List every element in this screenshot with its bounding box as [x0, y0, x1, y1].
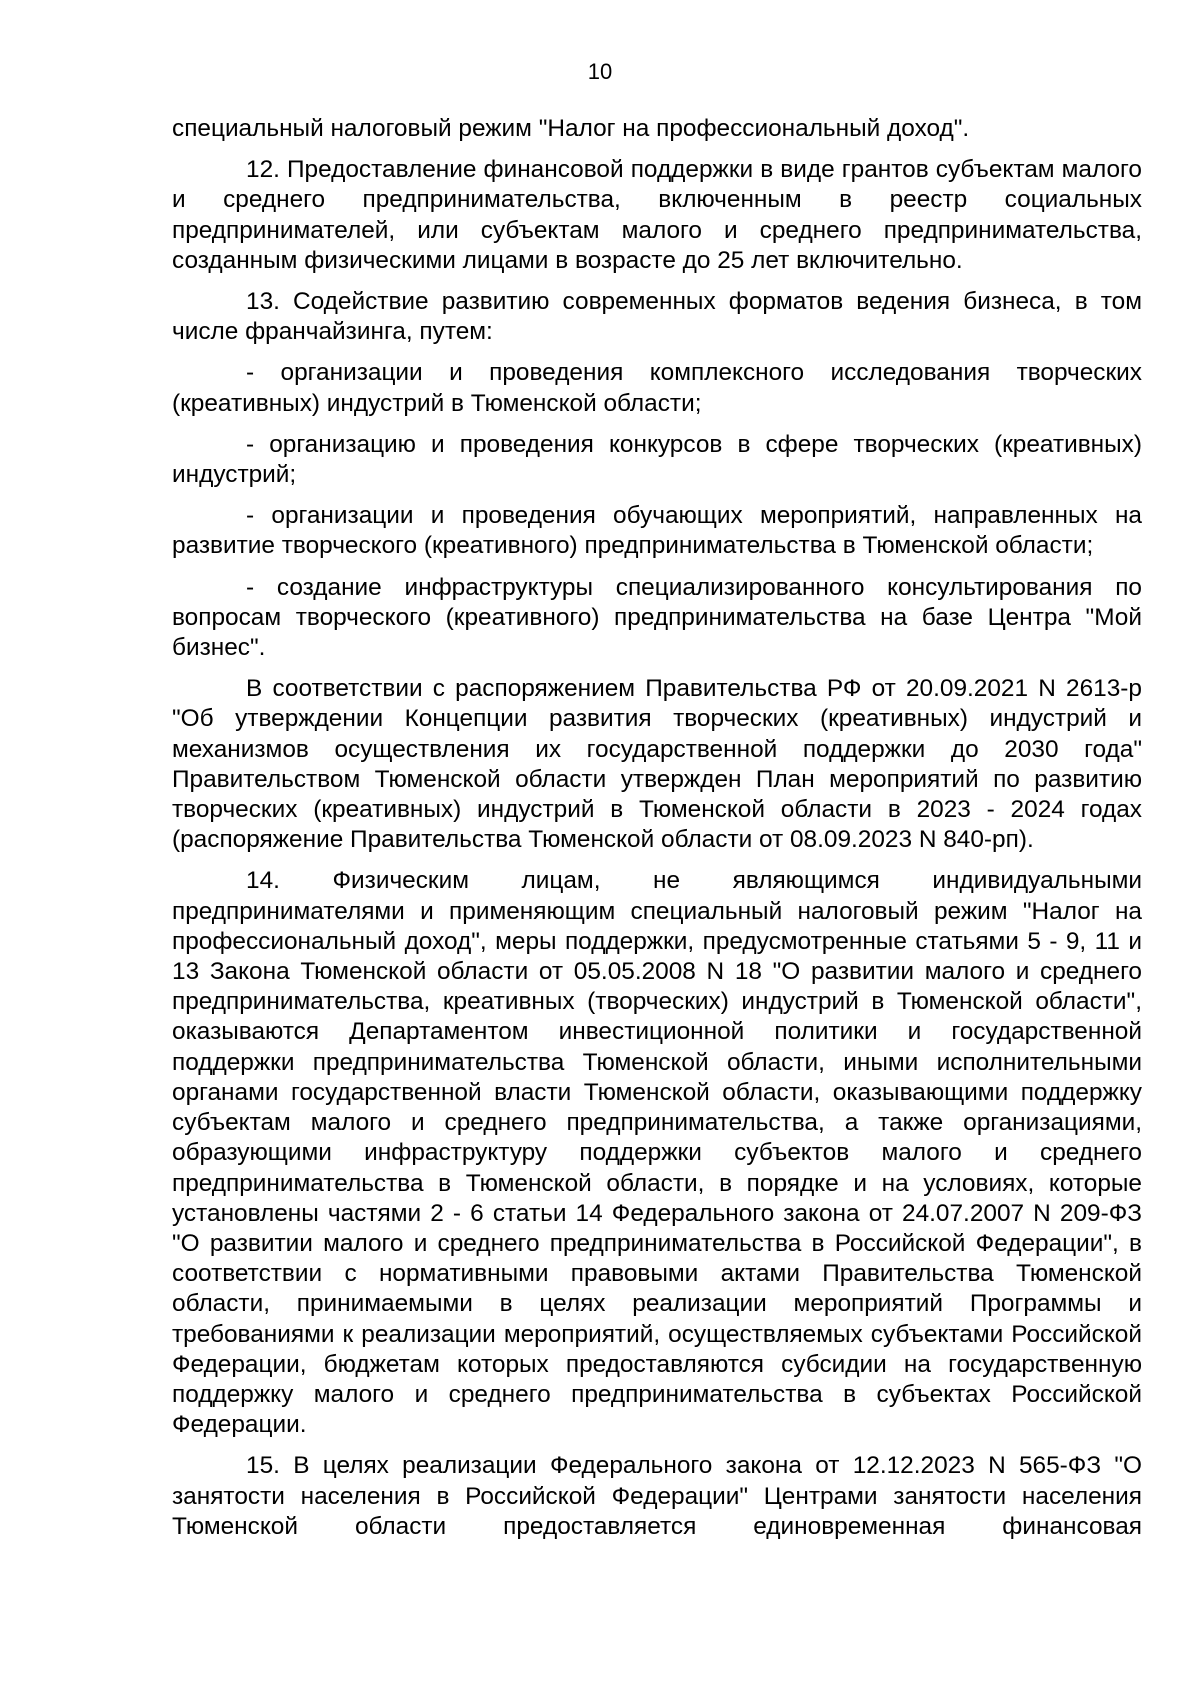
paragraph-item-12: 12. Предоставление финансовой поддержки в виде грантов субъектам малого и среднего предпринимательства, включенным в реестр социальных предпринимателей, или субъектам малого и среднего предпринимательства, созданным физическими лицами в возрасте до 25 лет включительно. — [172, 156, 1142, 274]
list-item-research: - организации и проведения комплексного исследования творческих (креативных) индустрий в Тюменской области; — [172, 359, 1142, 417]
list-item-training: - организации и проведения обучающих мероприятий, направленных на развитие творческого (креативного) предпринимательства в Тюменской области; — [172, 502, 1142, 560]
list-item-infrastructure: - создание инфраструктуры специализированного консультирования по вопросам творческого (креативного) предпринимательства на базе Центра "Мой бизнес". — [172, 573, 1142, 662]
page-number: 10 — [587, 59, 613, 84]
paragraph-continuation: специальный налоговый режим "Налог на профессиональный доход". — [172, 115, 970, 142]
list-item-contests: - организацию и проведения конкурсов в сфере творческих (креативных) индустрий; — [172, 430, 1142, 489]
paragraph-item-14: 14. Физическим лицам, не являющимся индивидуальными предпринимателями и применяющим специальный налоговый режим "Налог на профессиональный доход", меры поддержки, предусмотренные статьями 5 - 9, 11 и 13 Закона Тюменской области от 05.05.2008 N 18 "О развитии малого и среднего предпринимательства, креативных (творческих) индустрий в Тюменской области", оказываются Департаментом инвестиционной политики и государственной поддержки предпринимательства Тюменской области, иными исполнительными органами государственной власти Тюменской области, оказывающими поддержку субъектам малого и среднего предпринимательства, а также организациями, образующими инфраструктуру поддержки субъектов малого и среднего предпринимательства в Тюменской области, в порядке и на условиях, которые установлены частями 2 - 6 статьи 14 Федерального закона от 24.07.2007 N 209-ФЗ "О развитии малого и среднего предпринимательства в Российской Федерации", в соответствии с нормативными правовыми актами Правительства Тюменской области, принимаемыми в целях реализации мероприятий Программы и требованиями к реализации мероприятий, осуществляемых субъектами Российской Федерации, бюджетам которых предоставляются субсидии на государственную поддержку малого и среднего предпринимательства в субъектах Российской Федерации. — [172, 867, 1142, 1439]
document-body — [172, 114, 1142, 1553]
paragraph-item-13: 13. Содействие развитию современных форматов ведения бизнеса, в том числе франчайзинга, путем: — [172, 288, 1142, 346]
paragraph-government-order: В соответствии с распоряжением Правительства РФ от 20.09.2021 N 2613-р "Об утверждении Концепции развития творческих (креативных) индустрий и механизмов осуществления их государственной поддержки до 2030 года" Правительством Тюменской области утвержден План мероприятий по развитию творческих (креативных) индустрий в Тюменской области в 2023 - 2024 годах (распоряжение Правительства Тюменской области от 08.09.2023 N 840-рп). — [172, 675, 1142, 854]
paragraph-item-15: 15. В целях реализации Федерального закона от 12.12.2023 N 565-ФЗ "О занятости населения в Российской Федерации" Центрами занятости населения Тюменской области предоставляется единовременная финансовая — [172, 1452, 1142, 1540]
